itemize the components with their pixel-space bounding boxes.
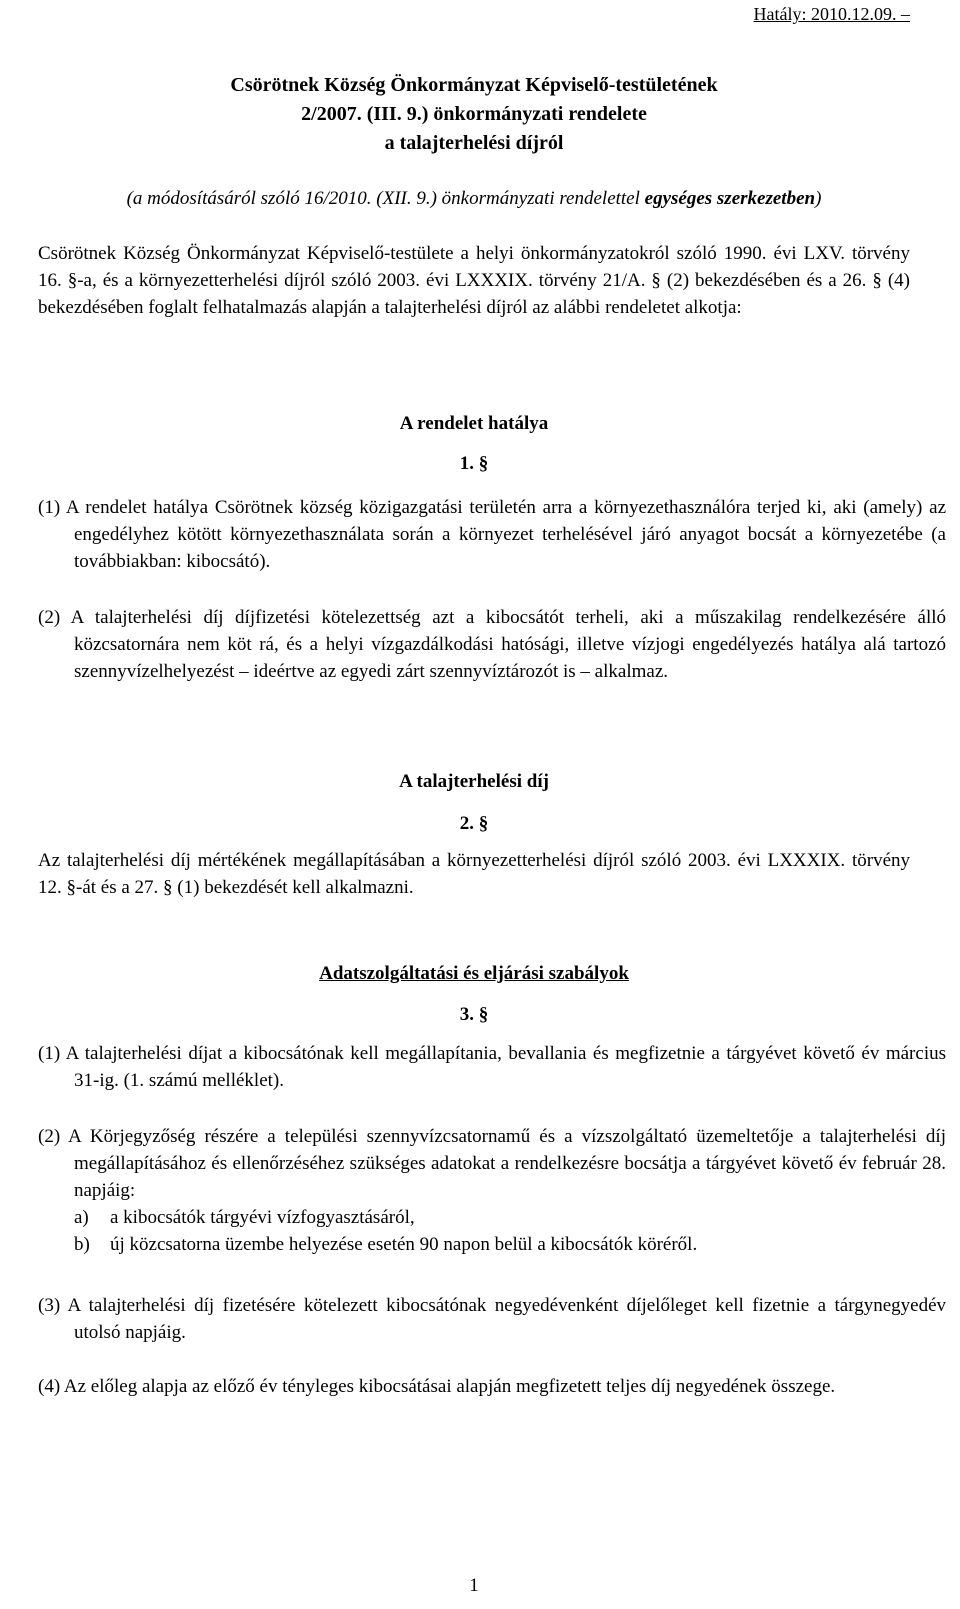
paragraph-number: (2)	[38, 607, 61, 628]
section-2-text: Az talajterhelési díj mértékének megállapításában a környezetterhelési díjról szóló 2003. évi LXXXIX. törvény 12. §-át és a 27. § (1) bekezdését kell alkalmazni.	[38, 850, 910, 898]
preamble: Csörötnek Község Önkormányzat Képviselő-testülete a helyi önkormányzatokról szóló 1990. évi LXV. törvény 16. §-a, és a környezetterhelési díjról szóló 2003. évi LXXXIX. törvény 21/A. § (2) bekezdésében és a 26. § (4) bekezdésében foglalt felhatalmazás alapján a talajterhelési díjról az alábbi rendeletet alkotja:	[38, 243, 910, 318]
section-3-heading: Adatszolgáltatási és eljárási szabályok	[319, 963, 629, 984]
consolidation-prefix: (a módosításáról szóló 16/2010. (XII. 9.) önkormányzati rendelettel	[126, 188, 645, 209]
document-page	[38, 0, 947, 1609]
effective-date: Hatály: 2010.12.09. –	[753, 4, 910, 24]
section-3-paragraph-2	[38, 1123, 946, 1258]
paragraph-text: A Körjegyzőség részére a települési szennyvízcsatornamű és a vízszolgáltató üzemeltetője a talajterhelési díj megállapításához és ellenőrzéséhez szükséges adatokat a rendelkezésre bocsátja a tárgyévet követő év február 28. napjáig:	[68, 1126, 946, 1201]
section-2-heading: A talajterhelési díj	[399, 771, 549, 792]
list-item-a	[74, 1204, 946, 1231]
paragraph-text: A talajterhelési díjat a kibocsátónak kell megállapítania, bevallania és megfizetnie a tárgyévet követő év március 31-ig. (1. számú melléklet).	[65, 1043, 946, 1091]
consolidation-note	[38, 185, 910, 212]
title-line-1: Csörötnek Község Önkormányzat Képviselő-testületének	[230, 74, 718, 96]
list-label: b)	[74, 1234, 90, 1255]
list-text: a kibocsátók tárgyévi vízfogyasztásáról,	[110, 1207, 415, 1228]
paragraph-text: A talajterhelési díj fizetésére kötelezett kibocsátónak negyedévenként díjelőleget kell fizetnie a tárgynegyedév utolsó napjáig.	[67, 1295, 946, 1343]
section-2-number: 2. §	[459, 813, 489, 834]
section-3-paragraph-4	[38, 1373, 946, 1400]
title-line-3: a talajterhelési díjról	[384, 132, 564, 154]
page-number: 1	[469, 1575, 479, 1596]
title-line-2: 2/2007. (III. 9.) önkormányzati rendelete	[301, 103, 647, 125]
paragraph-text: A rendelet hatálya Csörötnek község közigazgatási területén arra a környezethasználóra terjed ki, aki (amely) az engedélyhez kötött környezethasználata során a környezet terhelésével járó anyagot bocsát a környezetébe (a továbbiakban: kibocsátó).	[65, 497, 947, 572]
section-1-paragraph-2	[38, 604, 946, 685]
paragraph-number: (1)	[38, 1043, 61, 1064]
paragraph-text: A talajterhelési díj díjfizetési kötelezettség azt a kibocsátót terheli, aki a műszakilag rendelkezésére álló közcsatornára nem köt rá, és a helyi vízgazdálkodási hatósági, illetve vízjogi engedélyezés hatálya alá tartozó szennyvízelhelyezést – ideértve az egyedi zárt szennyvíztározót is – alkalmaz.	[70, 607, 947, 682]
paragraph-number: (4)	[38, 1376, 61, 1397]
section-1-number: 1. §	[459, 453, 489, 474]
section-1-paragraph-1	[38, 494, 946, 575]
consolidation-bold: egységes szerkezetben	[644, 188, 816, 209]
section-3-paragraph-3	[38, 1292, 946, 1346]
section-1-heading: A rendelet hatálya	[399, 413, 549, 434]
paragraph-number: (3)	[38, 1295, 61, 1316]
section-3-number: 3. §	[459, 1004, 489, 1025]
document-title	[38, 71, 910, 158]
paragraph-number: (1)	[38, 497, 61, 518]
paragraph-text: Az előleg alapja az előző év tényleges kibocsátásai alapján megfizetett teljes díj negyedének összege.	[63, 1376, 836, 1397]
list-label: a)	[74, 1207, 89, 1228]
section-3-paragraph-1	[38, 1040, 946, 1094]
list-text: új közcsatorna üzembe helyezése esetén 90 napon belül a kibocsátók köréről.	[110, 1234, 698, 1255]
consolidation-suffix: )	[815, 188, 822, 209]
paragraph-number: (2)	[38, 1126, 61, 1147]
list-item-b	[74, 1231, 946, 1258]
